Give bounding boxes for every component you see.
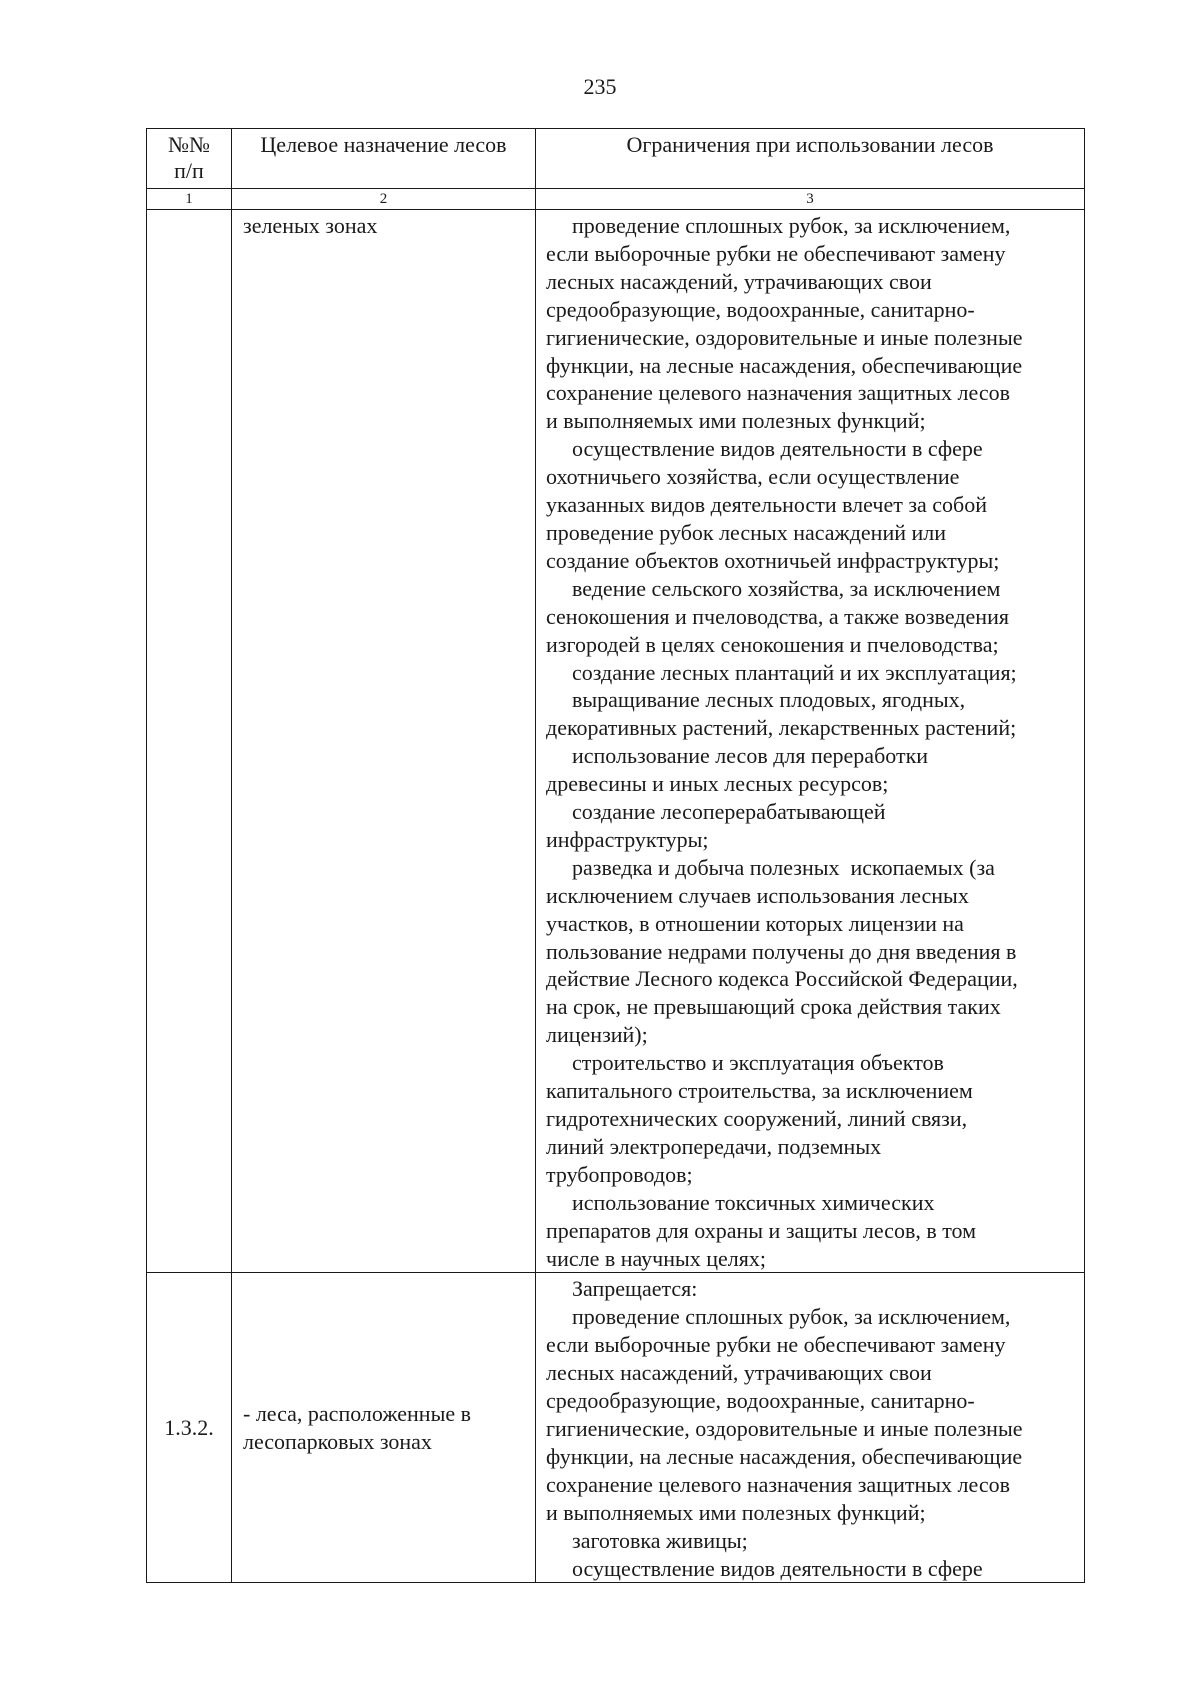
column-number-3: 3 [536, 189, 1085, 210]
restriction-line: гигиенические, оздоровительные и иные полезные [546, 324, 1023, 350]
restriction-line: изгородей в целях сенокошения и пчеловодства; [546, 631, 999, 657]
restriction-line: и выполняемых ими полезных функций; [546, 1499, 926, 1525]
row-restrictions [536, 210, 1085, 1273]
restriction-line: использование токсичных химических [572, 1189, 935, 1215]
row-purpose [232, 210, 536, 1273]
header-number: №№ п/п [147, 129, 232, 189]
restrictions-text [536, 1273, 1084, 1582]
restriction-line: и выполняемых ими полезных функций; [546, 408, 926, 434]
restriction-line: если выборочные рубки не обеспечивают замену [546, 240, 1006, 266]
restriction-line: заготовка живицы; [572, 1527, 748, 1553]
restriction-line: декоративных растений, лекарственных растений; [546, 715, 1017, 741]
restriction-line: создание лесных плантаций и их эксплуатация; [572, 659, 1017, 685]
table-row [147, 1273, 1085, 1583]
table-header-row [147, 129, 1085, 189]
restriction-line: функции, на лесные насаждения, обеспечивающие [546, 352, 1023, 378]
restriction-line: выращивание лесных плодовых, ягодных, [572, 687, 966, 713]
table-row [147, 210, 1085, 1273]
restriction-line: лесных насаждений, утрачивающих свои [546, 1360, 932, 1386]
restriction-line: трубопроводов; [546, 1161, 693, 1187]
restriction-line: инфраструктуры; [546, 826, 709, 852]
restriction-line: гигиенические, оздоровительные и иные полезные [546, 1415, 1023, 1441]
restriction-line: осуществление видов деятельности в сфере [572, 1555, 983, 1581]
restriction-line: средообразующие, водоохранные, санитарно- [546, 296, 975, 322]
restriction-line: если выборочные рубки не обеспечивают замену [546, 1332, 1006, 1358]
restriction-line: древесины и иных лесных ресурсов; [546, 771, 889, 797]
restriction-line: гидротехнических сооружений, линий связи, [546, 1106, 968, 1131]
restriction-line: функции, на лесные насаждения, обеспечивающие [546, 1443, 1023, 1469]
page-number: 235 [583, 74, 617, 99]
row-purpose [232, 1273, 536, 1583]
restriction-line: сенокошения и пчеловодства, а также возведения [546, 603, 1009, 629]
restriction-line: охотничьего хозяйства, если осуществление [546, 464, 960, 490]
restriction-line: участков, в отношении которых лицензии на [546, 910, 964, 936]
restriction-line: сохранение целевого назначения защитных лесов [546, 380, 1010, 406]
column-number-1: 1 [147, 189, 232, 210]
restriction-line: лесных насаждений, утрачивающих свои [546, 268, 932, 294]
purpose-text: - леса, расположенные в лесопарковых зонах [243, 1401, 472, 1454]
restriction-line: создание объектов охотничьей инфраструктуры; [546, 547, 1000, 573]
row-restrictions [536, 1273, 1085, 1583]
restriction-line: ведение сельского хозяйства, за исключением [572, 575, 1001, 601]
column-number-row [147, 189, 1085, 210]
restriction-line: капитального строительства, за исключением [546, 1078, 973, 1104]
row-number [147, 210, 232, 1273]
row-number: 1.3.2. [147, 1273, 232, 1583]
restrictions-table [146, 128, 1085, 1583]
restriction-line: проведение сплошных рубок, за исключением, [572, 213, 1011, 238]
restriction-line: линий электропередачи, подземных [546, 1133, 882, 1159]
restriction-line: препаратов для охраны и защиты лесов, в том [546, 1217, 977, 1243]
restriction-line: разведка и добыча полезных ископаемых (за [572, 854, 995, 880]
purpose-text: зеленых зонах [243, 213, 378, 238]
restriction-line: осуществление видов деятельности в сфере [572, 436, 983, 462]
restriction-line: строительство и эксплуатация объектов [572, 1050, 944, 1076]
restriction-line: на срок, не превышающий срока действия таких [546, 994, 1001, 1020]
restriction-line: использование лесов для переработки [572, 743, 929, 769]
restrictions-text [536, 210, 1084, 1272]
restriction-line: лицензий); [546, 1022, 648, 1048]
restriction-line: проведение сплошных рубок, за исключением, [572, 1304, 1011, 1330]
restriction-line: создание лесоперерабатывающей [572, 799, 886, 825]
restriction-line: средообразующие, водоохранные, санитарно- [546, 1388, 975, 1414]
header-restrictions: Ограничения при использовании лесов [536, 129, 1085, 189]
restriction-line: указанных видов деятельности влечет за собой [546, 492, 988, 518]
restriction-line: Запрещается: [572, 1276, 698, 1302]
header-purpose: Целевое назначение лесов [232, 129, 536, 189]
restriction-line: исключением случаев использования лесных [546, 882, 969, 908]
restriction-line: сохранение целевого назначения защитных лесов [546, 1471, 1010, 1497]
column-number-2: 2 [232, 189, 536, 210]
restriction-line: пользование недрами получены до дня введения в [546, 938, 1017, 964]
restriction-line: действие Лесного кодекса Российской Федерации, [546, 966, 1018, 992]
restriction-line: проведение рубок лесных насаждений или [546, 519, 947, 545]
restriction-line: числе в научных целях; [546, 1245, 767, 1271]
